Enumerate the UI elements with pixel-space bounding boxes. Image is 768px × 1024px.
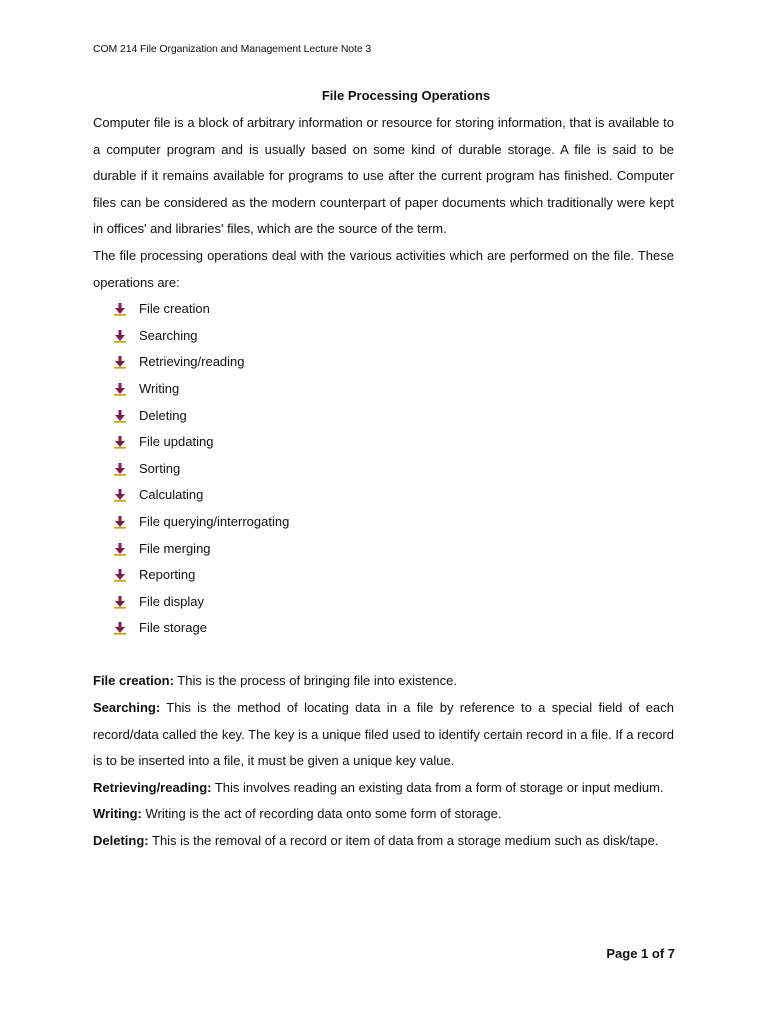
down-arrow-bullet-icon xyxy=(113,435,127,449)
list-item: Sorting xyxy=(93,456,674,483)
down-arrow-bullet-icon xyxy=(113,515,127,529)
definition-term: Retrieving/reading: xyxy=(93,779,212,795)
list-item: File display xyxy=(93,589,674,616)
down-arrow-bullet-icon xyxy=(113,409,127,423)
page-number: Page 1 of 7 xyxy=(606,946,675,961)
definition-term: Writing: xyxy=(93,806,142,822)
list-item: Deleting xyxy=(93,403,674,430)
down-arrow-bullet-icon xyxy=(113,488,127,502)
operations-list xyxy=(93,296,674,642)
document-body xyxy=(93,110,674,855)
definition-text: This involves reading an existing data from a form of storage or input medium. xyxy=(211,779,664,795)
down-arrow-bullet-icon xyxy=(113,462,127,476)
definition-paragraph xyxy=(93,695,674,775)
list-item: File creation xyxy=(93,296,674,323)
down-arrow-bullet-icon xyxy=(113,355,127,369)
list-item: Writing xyxy=(93,376,674,403)
down-arrow-bullet-icon xyxy=(113,382,127,396)
definition-term: Deleting: xyxy=(93,833,149,849)
list-item: Retrieving/reading xyxy=(93,349,674,376)
intro-paragraph: The file processing operations deal with the various activities which are performed on the file. These operations are: xyxy=(93,247,674,290)
definition-term: File creation: xyxy=(93,673,174,689)
page-header: COM 214 File Organization and Management Lecture Note 3 xyxy=(93,43,372,55)
definition-text: This is the process of bringing file into existence. xyxy=(173,673,457,689)
definition-text: This is the method of locating data in a file by reference to a special field of each record/data called the key. The key is a unique filed used to identify certain record in a file. If a record is to be inserted into a file, it must be given a unique key value. xyxy=(93,700,674,769)
definition-paragraph xyxy=(93,775,674,802)
definition-term: Searching: xyxy=(93,700,161,716)
intro-paragraph: Computer file is a block of arbitrary information or resource for storing information, that is available to a computer program and is usually based on some kind of durable storage. A file is said to be durable if it remains available for programs to use after the current program has finished. Computer files can be considered as the modern counterpart of paper documents which traditionally were kept in offices' and libraries' files, which are the source of the term. xyxy=(93,115,674,237)
down-arrow-bullet-icon xyxy=(113,595,127,609)
down-arrow-bullet-icon xyxy=(113,621,127,635)
down-arrow-bullet-icon xyxy=(113,542,127,556)
list-item: Reporting xyxy=(93,562,674,589)
definition-text: This is the removal of a record or item of data from a storage medium such as disk/tape. xyxy=(148,833,659,849)
list-item: File merging xyxy=(93,536,674,563)
down-arrow-bullet-icon xyxy=(113,329,127,343)
down-arrow-bullet-icon xyxy=(113,302,127,316)
down-arrow-bullet-icon xyxy=(113,568,127,582)
definition-paragraph xyxy=(93,801,674,828)
list-item: File querying/interrogating xyxy=(93,509,674,536)
blank-line xyxy=(93,642,674,669)
definition-paragraph xyxy=(93,828,674,855)
list-item: Searching xyxy=(93,323,674,350)
page-title: File Processing Operations xyxy=(321,88,491,103)
list-item: Calculating xyxy=(93,482,674,509)
definition-paragraph xyxy=(93,668,674,695)
list-item: File updating xyxy=(93,429,674,456)
definition-text: Writing is the act of recording data onto some form of storage. xyxy=(141,806,502,822)
list-item: File storage xyxy=(93,615,674,642)
